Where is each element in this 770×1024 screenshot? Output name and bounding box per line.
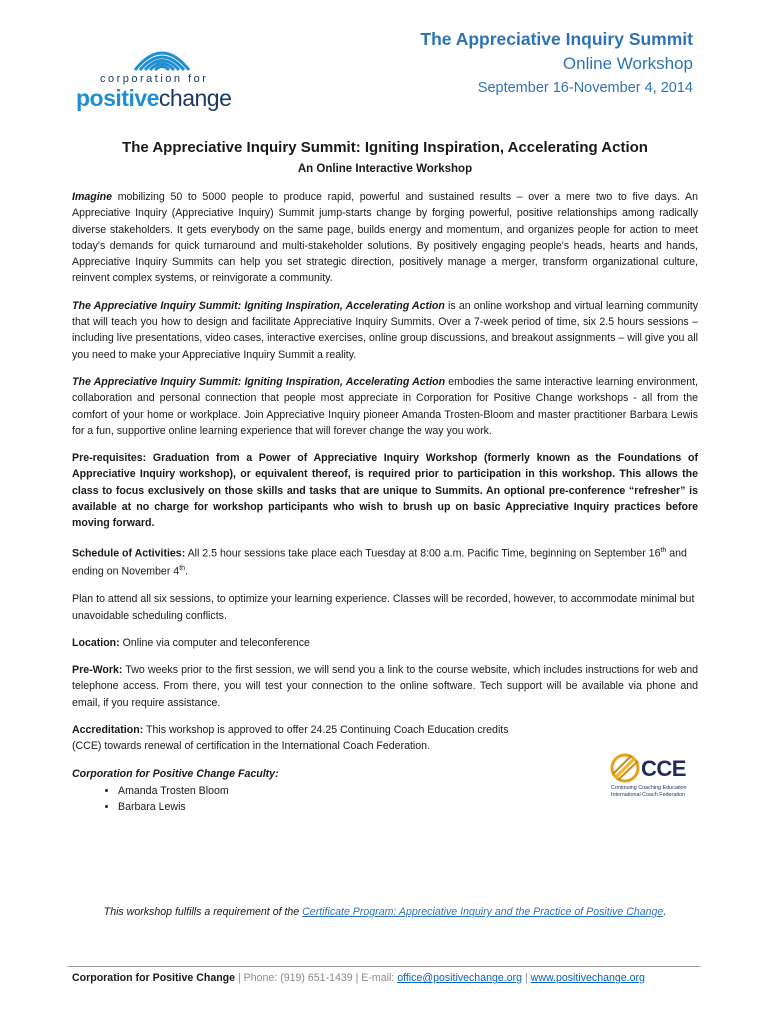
logo-corp-text: corporation for xyxy=(100,73,209,85)
cce-swirl-icon xyxy=(609,752,643,784)
faculty-list xyxy=(72,783,698,816)
cce-badge xyxy=(609,752,704,804)
prework-paragraph: Pre-Work: Two weeks prior to the first session, we will send you a link to the course website, which includes instructions for web and telephone access. From there, you will test your connection to the online software. Tech support will be available via phone and email, if you require assistance. xyxy=(72,664,698,709)
certificate-program-link[interactable]: Certificate Program: Appreciative Inquiry and the Practice of Positive Change xyxy=(302,906,664,918)
overview-paragraph: The Appreciative Inquiry Summit: Igniting Inspiration, Accelerating Action is an online workshop and virtual learning community that will teach you how to design and facilitate Appreciative Inquiry Summits. Over a 7-week period of time, six 2.5 hours sessions – including live presentations, video cases, interactive exercises, online group discussions, and breakout assignments – will give you all you need to make your Appreciative Inquiry Summit a reality. xyxy=(72,299,699,361)
email-link[interactable]: office@positivechange.org xyxy=(397,972,523,984)
header-format: Online Workshop xyxy=(562,54,693,73)
page-title: The Appreciative Inquiry Summit: Igniting Inspiration, Accelerating Action xyxy=(122,139,648,156)
schedule-paragraph: Schedule of Activities: All 2.5 hour sessions take place each Tuesday at 8:00 a.m. Pacific Time, beginning on September 16th and ending on November 4th. xyxy=(72,546,687,578)
footer-divider xyxy=(68,966,700,967)
intro-paragraph: Imagine mobilizing 50 to 5000 people to produce rapid, powerful and sustained results – over a mere two to five days. An Appreciative Inquiry (Appreciative Inquiry) Summit jump-starts change by forging powerful, positive relationships among radically diverse stakeholders. It gets everybody on the same page, builds energy and momentum, and organizes people for action to meet today's demands for quick turnaround and multi-stakeholder solutions. By positively engaging people's heads, hearts and hands, Appreciative Inquiry Summits can help you set strategic direction, positively manage a merger, transform organizational culture, reinvent complex systems, or reinvigorate a community. xyxy=(72,191,698,285)
logo-wordmark: positivechange xyxy=(76,85,232,111)
website-link[interactable]: www.positivechange.org xyxy=(530,972,645,984)
list-item: • Amanda Trosten Bloom xyxy=(118,783,698,799)
cce-subtitle: Continuing Coaching Education International Coach Federation xyxy=(611,785,687,798)
header-block xyxy=(420,26,693,100)
location-paragraph: Location: Online via computer and teleconference xyxy=(72,636,310,649)
cce-title: CCE xyxy=(641,756,686,781)
logo xyxy=(74,42,254,112)
page-subtitle: An Online Interactive Workshop xyxy=(297,163,473,175)
main-content xyxy=(72,138,698,816)
faculty-heading: Corporation for Positive Change Faculty: xyxy=(72,767,279,780)
plan-paragraph: Plan to attend all six sessions, to optimize your learning experience. Classes will be recorded, however, to accommodate minimal but unavoidable scheduling conflicts. xyxy=(72,593,695,622)
header-title: The Appreciative Inquiry Summit xyxy=(420,29,693,49)
list-item: • Barbara Lewis xyxy=(118,799,698,815)
footer-org: Corporation for Positive Change xyxy=(72,972,236,984)
logo-arcs-icon xyxy=(131,42,193,72)
footer: Corporation for Positive Change | Phone: (919) 651-1439 | E-mail: office@positivechange.org | www.positivechange.org xyxy=(72,972,645,984)
environment-paragraph: The Appreciative Inquiry Summit: Igniting Inspiration, Accelerating Action embodies the same interactive learning environment, collaboration and personal connection that people most appreciate in Corporation for Positive Change workshops - all from the comfort of your home or workplace. Join Appreciative Inquiry pioneer Amanda Trosten-Bloom and master practitioner Barbara Lewis for a fun, supportive online learning experience that will forever change the way you work. xyxy=(72,375,698,437)
header-dates: September 16-November 4, 2014 xyxy=(477,80,693,96)
prerequisites-paragraph: Pre-requisites: Graduation from a Power of Appreciative Inquiry Workshop (formerly known as the Foundations of Appreciative Inquiry workshop), or equivalent thereof, is required prior to participation in this workshop. This allows the class to focus exclusively on those skills and tasks that are unique to Summits. An optional pre-conference “refresher” is available at no charge for workshop participants who wish to brush up on basic Appreciative Inquiry practices before moving forward. xyxy=(72,452,698,530)
accreditation-paragraph: Accreditation: This workshop is approved to offer 24.25 Continuing Coach Education credits (CCE) towards renewal of certification in the International Coach Federation. xyxy=(72,724,509,753)
certificate-note: This workshop fulfills a requirement of the Certificate Program: Appreciative Inquiry and the Practice of Positive Change. xyxy=(103,906,667,918)
